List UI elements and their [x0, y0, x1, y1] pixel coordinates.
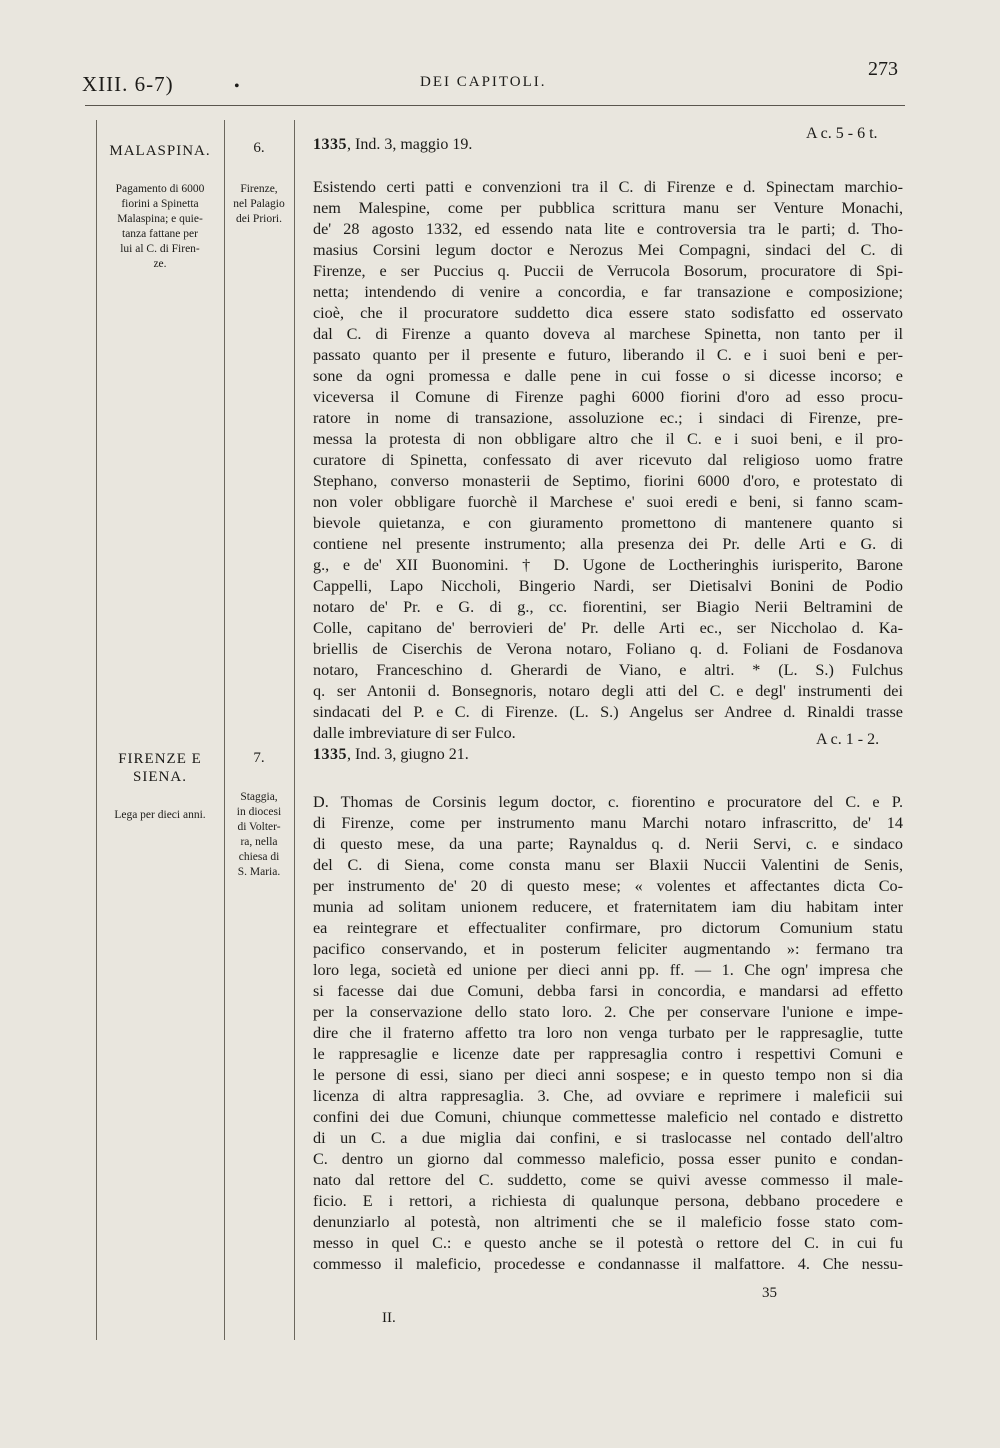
text-line: D. Thomas de Corsinis legum doctor, c. fiorentino e procuratore del C. e P.: [313, 793, 903, 811]
running-head-title: DEI CAPITOLI.: [420, 74, 547, 90]
summary-line: Malaspina; e quie-: [117, 213, 203, 225]
place-line: chiesa di: [238, 851, 280, 863]
text-line: denunziarlo al potestà, non altrimenti che se il maleficio fosse stato com-: [313, 1213, 903, 1231]
text-line: munia ad solitam unionem reducere, et fraternitatem iam diu habitam inter: [313, 898, 903, 916]
place-line: di Volter-: [237, 821, 281, 833]
text-line: le rappresaglie e licenze date per rappresaglia contro i respettivi Comuni e: [313, 1045, 903, 1063]
text-line: de' 28 agosto 1332, ed essendo nata lite e controversia tra le parti; d. Tho-: [313, 220, 903, 238]
entry-date: [313, 136, 472, 154]
text-line: ea reintegrare et effectualiter confirmare, pro dictorum Comunium statu: [313, 919, 903, 937]
entry-number: 6.: [253, 140, 265, 156]
entry-place: [224, 182, 294, 227]
place-line: S. Maria.: [237, 866, 281, 878]
entry-date-text: , Ind. 3, giugno 21.: [347, 746, 469, 763]
text-line: viceversa il Comune di Firenze paghi 6000 fiorini d'oro ad esso procu-: [313, 388, 903, 406]
text-line: si facesse dai due Comuni, debba farsi in concordia, e mandarsi ad effetto: [313, 982, 903, 1000]
text-line: ratore in nome di transazione, assoluzione ec.; i sindaci di Firenze, pre-: [313, 409, 903, 427]
text-line: messo in quel C.: e questo anche se il potestà o rettore del C. in cui fu: [313, 1234, 903, 1252]
entry-date-text: , Ind. 3, maggio 19.: [347, 136, 473, 153]
text-line: C. dentro un giorno dal commesso maleficio, possa esser punito e condan-: [313, 1150, 903, 1168]
page-count: 35: [762, 1285, 777, 1301]
text-line: Firenze, e ser Puccius q. Puccii de Verrucola Bosorum, procuratore di Spi-: [313, 262, 903, 280]
entry-title: MALASPINA.: [109, 143, 211, 159]
text-line: pacifico conservando, et in posterum feliciter augmentando »: fermano tra: [313, 940, 903, 958]
running-head-section: XIII. 6-7): [82, 72, 174, 96]
place-line: in diocesi: [236, 806, 282, 818]
text-line: notaro, Franceschino d. Gherardi de Viano, e altri. * (L. S.) Fulchus: [313, 661, 903, 679]
text-line: dalle imbreviature di ser Fulco.: [313, 724, 516, 742]
text-line: Cappelli, Lapo Niccholi, Bingerio Nardi, ser Dietisalvi Bonini de Podio: [313, 577, 903, 595]
text-line: del C. di Siena, come consta manu ser Blaxii Nuccii Valentini de Senis,: [313, 856, 903, 874]
text-line: passato quanto per il presente e futuro, liberando il C. e i suoi beni e per-: [313, 346, 903, 364]
text-line: dire che il fraterno affetto tra loro non venga turbato per le rappresaglie, tutte: [313, 1024, 903, 1042]
column-rule-left: [96, 120, 97, 1340]
column-rule-place: [294, 120, 295, 1340]
text-line: non voler obbligare fuorchè il Marchese e' suoi eredi e beni, si fanno scam-: [313, 493, 903, 511]
text-line: Stephano, converso monasterii de Septimo, fiorini 6000 d'oro, e protestato di: [313, 472, 903, 490]
entry-summary: [96, 182, 224, 272]
text-line: sindacati del P. e C. di Firenze. (L. S.) Angelus ser Andree d. Rinaldi trasse: [313, 703, 903, 721]
summary-line: tanza fattane per: [122, 228, 198, 240]
text-line: messa la protesta di non obbligare altro che il C. e i suoi beni, e il pro-: [313, 430, 903, 448]
text-line: nato dal rettore del C. suddetto, come se quivi avesse commesso il male-: [313, 1171, 903, 1189]
text-line: notaro de' Pr. e G. di g., cc. fiorentini, ser Biagio Nerii Beltramini de: [313, 598, 903, 616]
text-line: licenza di altra rappresaglia. 3. Che, ad ovviare e reprimere i maleficii sui: [313, 1087, 903, 1105]
place-line: Staggia,: [240, 791, 278, 803]
text-line: di questo mese, da una parte; Raynaldus q. d. Nerii Servi, c. e sindaco: [313, 835, 903, 853]
entry-reference: A c. 1 - 2.: [816, 731, 880, 748]
header-dot: •: [234, 78, 240, 95]
text-line: masius Corsini legum doctor e Nerozus Mei Compagni, sindaci del C. di: [313, 241, 903, 259]
text-line: di Firenze, come per instrumento manu Marchi notaro infrascritto, de' 14: [313, 814, 903, 832]
text-line: cioè, che il procuratore suddetto dica essere stato sodisfatto ed osservato: [313, 304, 903, 322]
place-line: Firenze,: [240, 183, 278, 195]
entry-place: [224, 790, 294, 880]
column-rule-summary: [224, 120, 225, 1340]
entry-number: 7.: [253, 750, 265, 766]
place-line: nel Palagio: [233, 198, 285, 210]
text-line: ficio. E i rettori, a richiesta di qualunque persona, debbano procedere e: [313, 1192, 903, 1210]
entry-year: 1335: [313, 746, 347, 763]
text-line: sone da ogni promessa e dalle pene in cui fosse o si dicesse incorso; e: [313, 367, 903, 385]
text-line: q. ser Antonii d. Bonsegnoris, notaro degli atti del C. e degl' instrumenti dei: [313, 682, 903, 700]
place-line: dei Priori.: [236, 213, 282, 225]
page-number: 273: [868, 58, 898, 80]
entry-date: [313, 746, 469, 764]
signature-mark: II.: [382, 1310, 396, 1326]
entry-year: 1335: [313, 136, 347, 153]
text-line: nem Malespine, come per pubblica scrittura manu ser Venture Monachi,: [313, 199, 903, 217]
summary-line: Pagamento di 6000: [115, 183, 205, 195]
text-line: briellis de Ciserchis de Verona notaro, Foliano q. d. Foliani de Fosdanova: [313, 640, 903, 658]
text-line: curatore di Spinetta, confessato di aver ricevuto dal religioso uomo fratre: [313, 451, 903, 469]
text-line: dal C. di Firenze a quanto doveva al marchese Spinetta, non tanto per il: [313, 325, 903, 343]
entry-title: [96, 750, 224, 786]
text-line: commesso il maleficio, procedesse e condannasse il malfattore. 4. Che nessu-: [313, 1255, 903, 1273]
text-line: per instrumento de' 20 di questo mese; « volentes et affectantes dicta Co-: [313, 877, 903, 895]
text-line: le persone di essi, siano per dieci anni sospese; e in questo tempo non si dia: [313, 1066, 903, 1084]
text-line: loro lega, società ed unione per dieci anni pp. ff. — 1. Che ogn' impresa che: [313, 961, 903, 979]
summary-line: Lega per dieci anni.: [114, 809, 206, 821]
text-line: g., e de' XII Buonomini. † D. Ugone de Loctheringhis iurisperito, Barone: [313, 556, 903, 574]
text-line: netta; intendendo di venire a concordia, e far transazione e composizione;: [313, 283, 903, 301]
title-line: SIENA.: [133, 769, 187, 785]
summary-line: ze.: [153, 258, 167, 270]
entry-reference: A c. 5 - 6 t.: [806, 125, 878, 142]
text-line: di un C. a due miglia dai confini, e si traslocasse nel contado dell'altro: [313, 1129, 903, 1147]
header-rule: [85, 105, 905, 106]
text-line: Esistendo certi patti e convenzioni tra il C. di Firenze e d. Spinectam marchio-: [313, 178, 903, 196]
text-line: Colle, capitano de' berrovieri de' Pr. delle Arti ec., ser Niccholao d. Ka-: [313, 619, 903, 637]
text-line: per la conservazione dello stato loro. 2. Che per conservare l'unione e impe-: [313, 1003, 903, 1021]
text-line: contiene nel presente instrumento; alla presenza dei Pr. delle Arti e G. di: [313, 535, 903, 553]
entry-summary: [96, 808, 224, 823]
title-line: FIRENZE E: [118, 751, 202, 767]
summary-line: lui al C. di Firen-: [120, 243, 200, 255]
summary-line: fiorini a Spinetta: [121, 198, 199, 210]
text-line: confini dei due Comuni, chiunque commettesse maleficio nel contado e distretto: [313, 1108, 903, 1126]
text-line: bievole quietanza, e con giuramento promettono di mantenere quanto si: [313, 514, 903, 532]
place-line: ra, nella: [240, 836, 278, 848]
